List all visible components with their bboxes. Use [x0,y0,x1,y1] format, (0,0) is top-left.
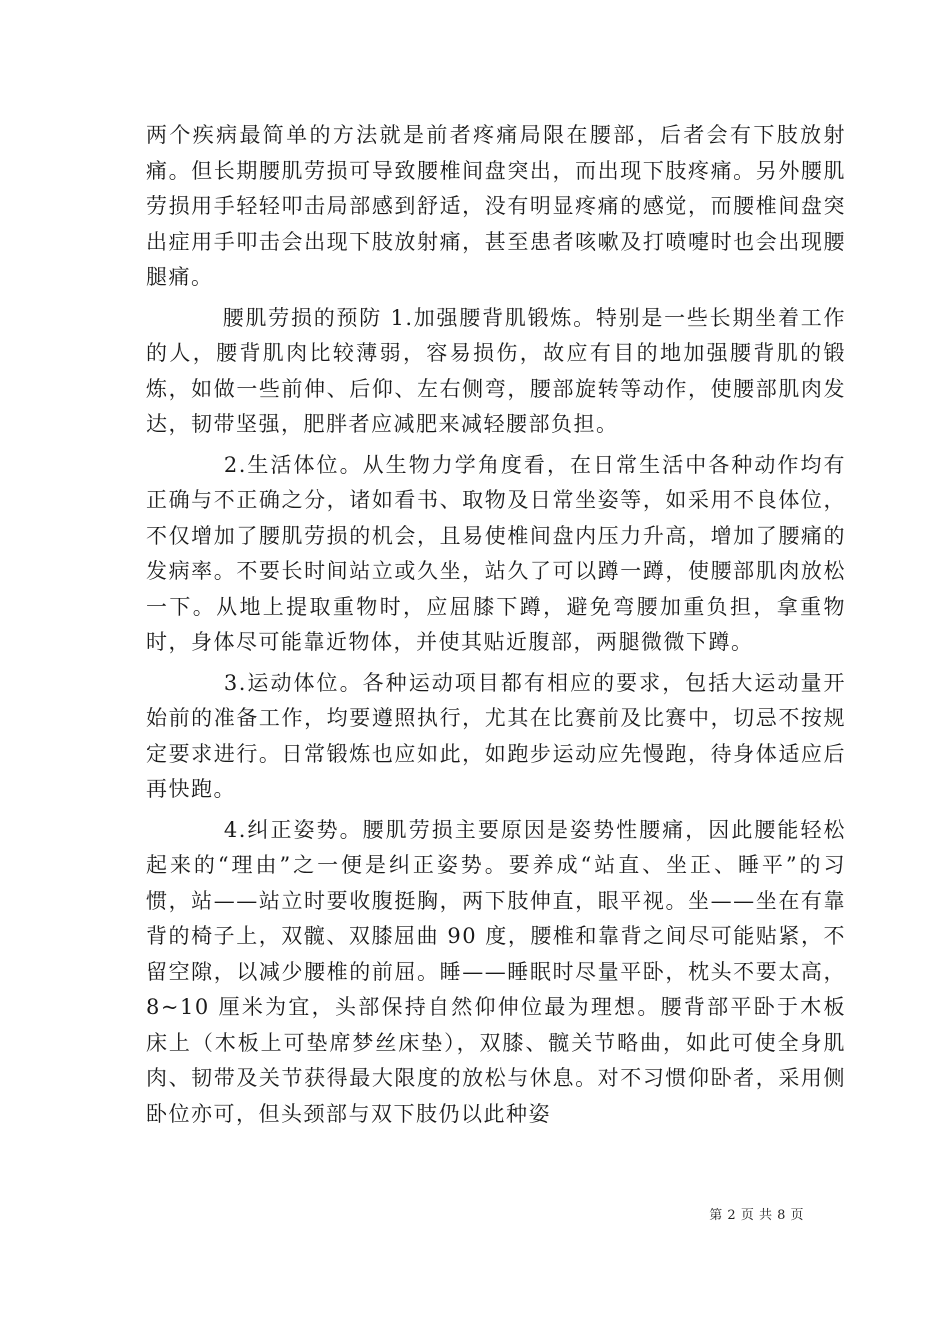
paragraph-daily-posture: 2.生活体位。从生物力学角度看，在日常生活中各种动作均有正确与不正确之分，诸如看书、取物及日常坐姿等，如采用不良体位，不仅增加了腰肌劳损的机会，且易使椎间盘内压力升高，增加了腰痛的发病率。不要长时间站立或久坐，站久了可以蹲一蹲，使腰部肌肉放松一下。从地上提取重物时，应屈膝下蹲，避免弯腰加重负担，拿重物时，身体尽可能靠近物体，并使其贴近腹部，两腿微微下蹲。 [146,452,846,654]
paragraph-prevention-exercise: 腰肌劳损的预防 1.加强腰背肌锻炼。特别是一些长期坐着工作的人，腰背肌肉比较薄弱，容易损伤，故应有目的地加强腰背肌的锻炼，如做一些前伸、后仰、左右侧弯，腰部旋转等动作，使腰部肌肉发达，韧带坚强，肥胖者应减肥来减轻腰部负担。 [146,305,846,436]
page-number-footer: 第 2 页 共 8 页 [709,1208,804,1223]
paragraph-diagnosis-comparison: 两个疾病最简单的方法就是前者疼痛局限在腰部，后者会有下肢放射痛。但长期腰肌劳损可导致腰椎间盘突出，而出现下肢疼痛。另外腰肌劳损用手轻轻叩击局部感到舒适，没有明显疼痛的感觉，而腰椎间盘突出症用手叩击会出现下肢放射痛，甚至患者咳嗽及打喷嚏时也会出现腰腿痛。 [146,123,846,289]
paragraph-sports-posture: 3.运动体位。各种运动项目都有相应的要求，包括大运动量开始前的准备工作，均要遵照执行，尤其在比赛前及比赛中，切忌不按规定要求进行。日常锻炼也应如此，如跑步运动应先慢跑，待身体适应后再快跑。 [146,670,846,801]
document-body [146,118,846,1132]
paragraph-correct-posture: 4.纠正姿势。腰肌劳损主要原因是姿势性腰痛，因此腰能轻松起来的“理由”之一便是纠正姿势。要养成“站直、坐正、睡平”的习惯，站——站立时要收腹挺胸，两下肢伸直，眼平视。坐——坐在有靠背的椅子上，双髋、双膝屈曲 90 度，腰椎和靠背之间尽可能贴紧，不留空隙，以减少腰椎的前屈。睡——睡眠时尽量平卧，枕头不要太高，8~10 厘米为宜，头部保持自然仰伸位最为理想。腰背部平卧于木板床上（木板上可垫席梦丝床垫），双膝、髋关节略曲，如此可使全身肌肉、韧带及关节获得最大限度的放松与休息。对不习惯仰卧者，采用侧卧位亦可，但头颈部与双下肢仍以此种姿 [146,817,846,1126]
